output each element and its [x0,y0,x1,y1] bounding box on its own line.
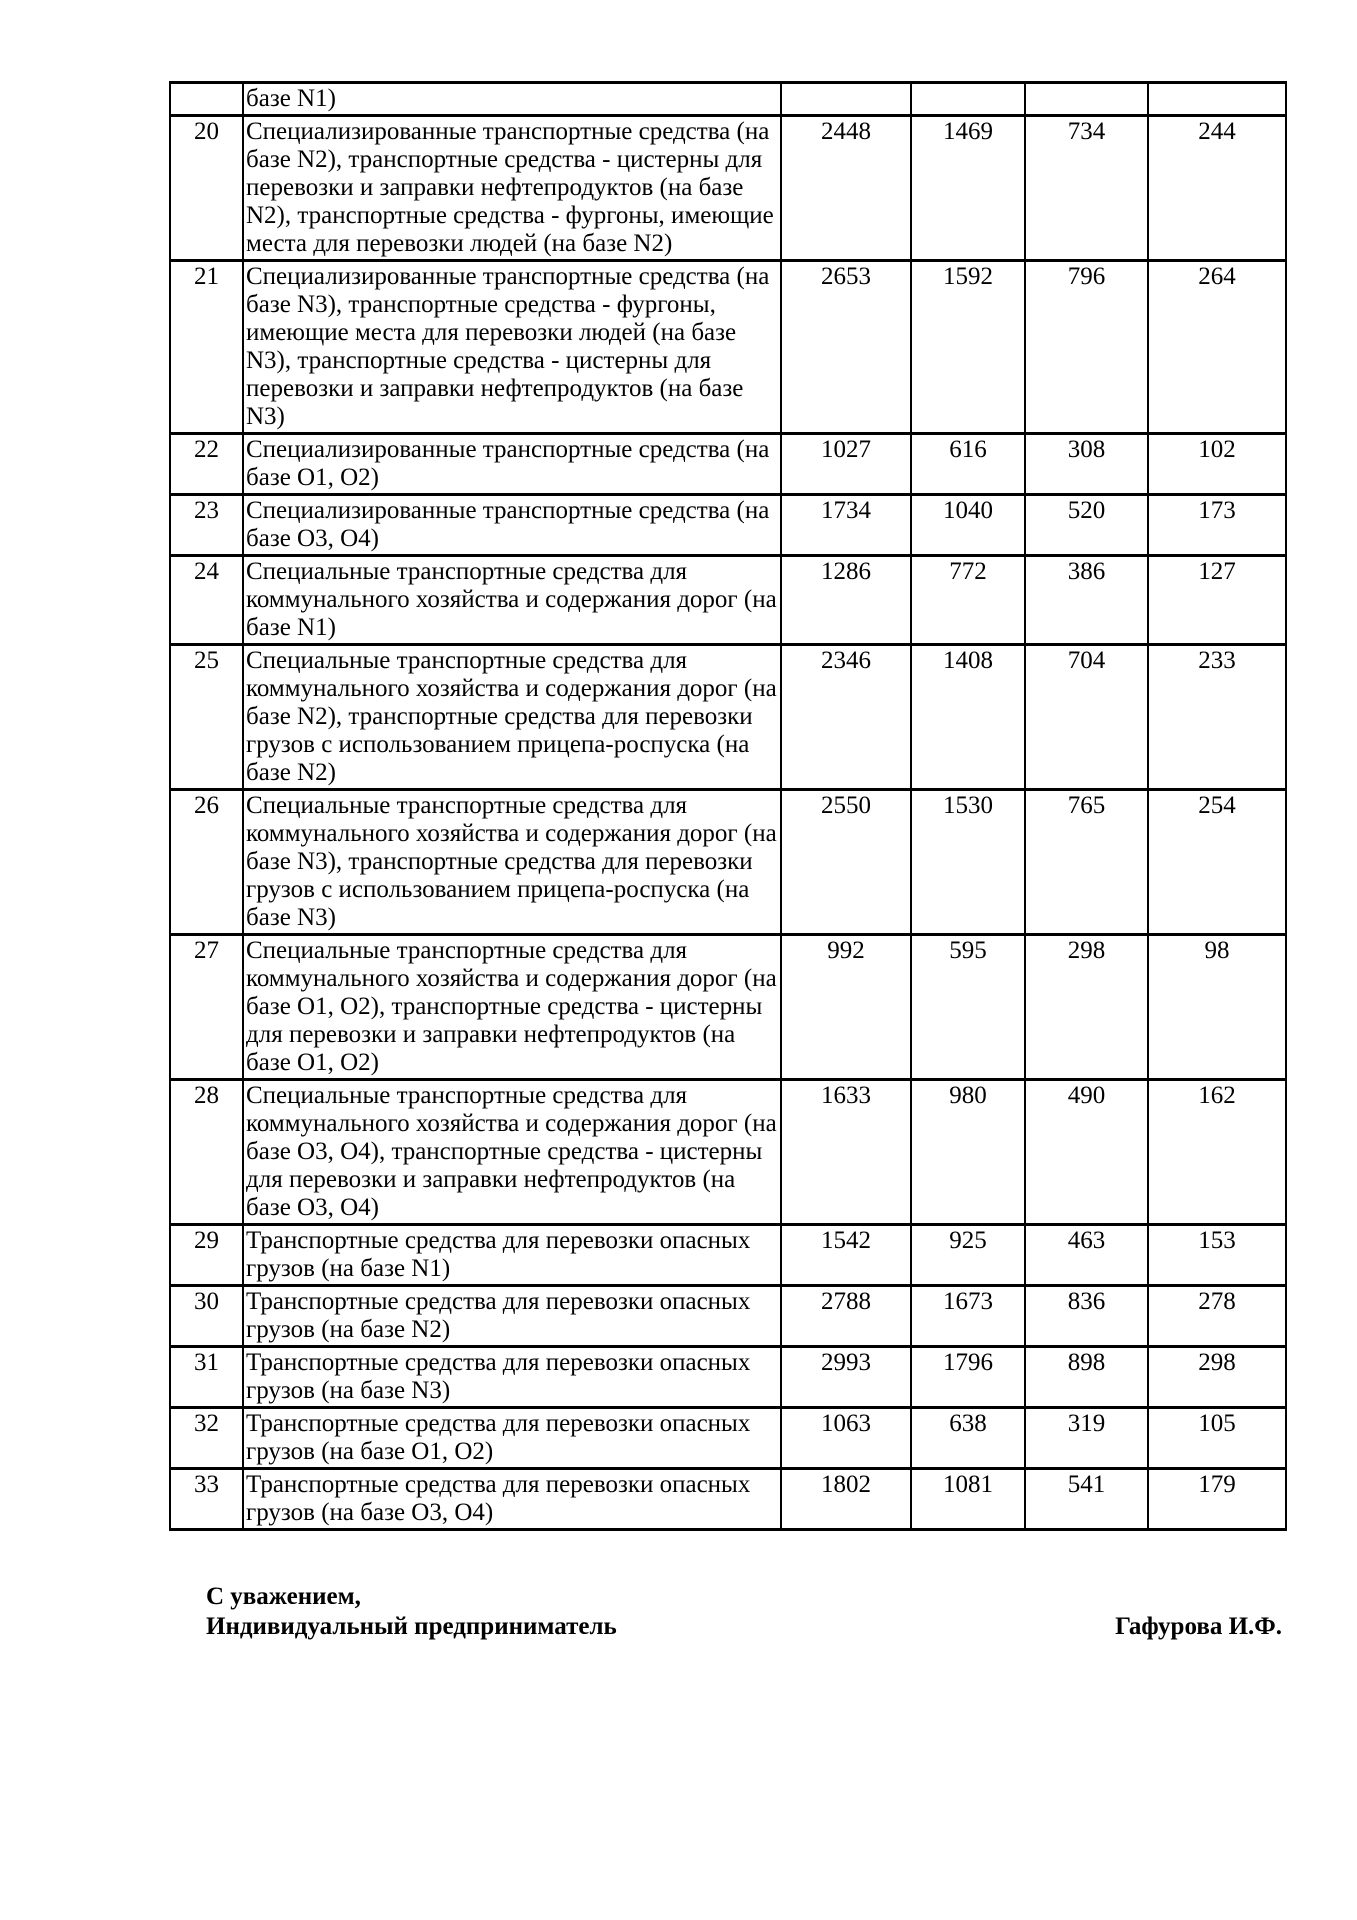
row-number-cell: 33 [170,1469,243,1530]
description-cell: Специализированные транспортные средства (на базе N3), транспортные средства - фургоны, имеющие места для перевозки людей (на базе N3), транспортные средства - цистерны для перевозки и заправки нефтепродуктов (на базе N3) [243,261,781,434]
signature-row [206,1612,1282,1642]
table-row [170,116,1286,261]
description-cell: базе N1) [243,83,781,116]
value-cell-3: 298 [1025,935,1148,1080]
row-number-cell: 24 [170,556,243,645]
signature-name: Гафурова И.Ф. [1115,1613,1282,1640]
value-cell-3: 765 [1025,790,1148,935]
row-number-cell: 23 [170,495,243,556]
table-row [170,1225,1286,1286]
value-cell-3: 520 [1025,495,1148,556]
description-cell: Специальные транспортные средства для коммунального хозяйства и содержания дорог (на базе О3, О4), транспортные средства - цистерны для перевозки и заправки нефтепродуктов (на базе О3, О4) [243,1080,781,1225]
value-cell-4: 98 [1148,935,1286,1080]
row-number-cell: 32 [170,1408,243,1469]
value-cell-2: 1469 [911,116,1025,261]
value-cell-2: 1081 [911,1469,1025,1530]
description-cell: Специализированные транспортные средства (на базе N2), транспортные средства - цистерны для перевозки и заправки нефтепродуктов (на базе N2), транспортные средства - фургоны, имеющие места для перевозки людей (на базе N2) [243,116,781,261]
table-row [170,434,1286,495]
table-row [170,790,1286,935]
value-cell-4: 278 [1148,1286,1286,1347]
value-cell-2: 1673 [911,1286,1025,1347]
value-cell-2: 1408 [911,645,1025,790]
value-cell-4: 298 [1148,1347,1286,1408]
value-cell-2 [911,83,1025,116]
value-cell-4: 179 [1148,1469,1286,1530]
table-row-continuation [170,83,1286,116]
value-cell-4: 233 [1148,645,1286,790]
value-cell-1: 2653 [781,261,911,434]
description-cell: Специальные транспортные средства для коммунального хозяйства и содержания дорог (на базе О1, О2), транспортные средства - цистерны для перевозки и заправки нефтепродуктов (на базе О1, О2) [243,935,781,1080]
value-cell-3: 541 [1025,1469,1148,1530]
value-cell-2: 638 [911,1408,1025,1469]
row-number-cell: 31 [170,1347,243,1408]
description-cell: Специализированные транспортные средства (на базе О1, О2) [243,434,781,495]
description-cell: Транспортные средства для перевозки опасных грузов (на базе О1, О2) [243,1408,781,1469]
value-cell-4 [1148,83,1286,116]
value-cell-4: 153 [1148,1225,1286,1286]
value-cell-3: 734 [1025,116,1148,261]
row-number-cell: 27 [170,935,243,1080]
row-number-cell: 22 [170,434,243,495]
row-number-cell: 29 [170,1225,243,1286]
vehicle-table [169,81,1287,1531]
value-cell-4: 105 [1148,1408,1286,1469]
table-row [170,556,1286,645]
description-cell: Специальные транспортные средства для коммунального хозяйства и содержания дорог (на базе N2), транспортные средства для перевозки грузов с использованием прицепа-роспуска (на базе N2) [243,645,781,790]
value-cell-1: 1542 [781,1225,911,1286]
description-cell: Специальные транспортные средства для коммунального хозяйства и содержания дорог (на базе N3), транспортные средства для перевозки грузов с использованием прицепа-роспуска (на базе N3) [243,790,781,935]
value-cell-3: 386 [1025,556,1148,645]
value-cell-2: 595 [911,935,1025,1080]
row-number-cell: 26 [170,790,243,935]
row-number-cell [170,83,243,116]
value-cell-3: 490 [1025,1080,1148,1225]
value-cell-2: 616 [911,434,1025,495]
value-cell-3: 898 [1025,1347,1148,1408]
table-row [170,1469,1286,1530]
value-cell-1: 2550 [781,790,911,935]
value-cell-1: 2346 [781,645,911,790]
value-cell-3: 704 [1025,645,1148,790]
description-cell: Транспортные средства для перевозки опасных грузов (на базе N2) [243,1286,781,1347]
value-cell-3: 836 [1025,1286,1148,1347]
value-cell-1: 992 [781,935,911,1080]
value-cell-2: 1796 [911,1347,1025,1408]
table-row [170,1080,1286,1225]
signature-title: Индивидуальный предприниматель [206,1613,617,1640]
value-cell-1: 1734 [781,495,911,556]
table-row [170,495,1286,556]
signature-block [206,1582,1282,1642]
value-cell-1: 2448 [781,116,911,261]
value-cell-2: 1530 [911,790,1025,935]
value-cell-4: 254 [1148,790,1286,935]
value-cell-2: 1592 [911,261,1025,434]
value-cell-2: 1040 [911,495,1025,556]
value-cell-1: 1633 [781,1080,911,1225]
table-row [170,1347,1286,1408]
value-cell-2: 980 [911,1080,1025,1225]
row-number-cell: 20 [170,116,243,261]
value-cell-1: 2993 [781,1347,911,1408]
value-cell-3: 319 [1025,1408,1148,1469]
table-body [170,83,1286,1530]
value-cell-1 [781,83,911,116]
table-row [170,1408,1286,1469]
description-cell: Специализированные транспортные средства (на базе О3, О4) [243,495,781,556]
value-cell-4: 102 [1148,434,1286,495]
row-number-cell: 21 [170,261,243,434]
value-cell-1: 1802 [781,1469,911,1530]
value-cell-1: 1063 [781,1408,911,1469]
value-cell-3: 308 [1025,434,1148,495]
value-cell-3: 463 [1025,1225,1148,1286]
value-cell-3: 796 [1025,261,1148,434]
row-number-cell: 30 [170,1286,243,1347]
value-cell-4: 173 [1148,495,1286,556]
table-row [170,645,1286,790]
description-cell: Транспортные средства для перевозки опасных грузов (на базе N1) [243,1225,781,1286]
description-cell: Транспортные средства для перевозки опасных грузов (на базе N3) [243,1347,781,1408]
value-cell-1: 2788 [781,1286,911,1347]
value-cell-4: 244 [1148,116,1286,261]
value-cell-4: 162 [1148,1080,1286,1225]
value-cell-1: 1027 [781,434,911,495]
table-row [170,935,1286,1080]
value-cell-1: 1286 [781,556,911,645]
description-cell: Транспортные средства для перевозки опасных грузов (на базе О3, О4) [243,1469,781,1530]
value-cell-4: 264 [1148,261,1286,434]
row-number-cell: 28 [170,1080,243,1225]
value-cell-4: 127 [1148,556,1286,645]
value-cell-3 [1025,83,1148,116]
table-row [170,261,1286,434]
signature-closing: С уважением, [206,1583,361,1610]
value-cell-2: 772 [911,556,1025,645]
description-cell: Специальные транспортные средства для коммунального хозяйства и содержания дорог (на базе N1) [243,556,781,645]
value-cell-2: 925 [911,1225,1025,1286]
table-row [170,1286,1286,1347]
row-number-cell: 25 [170,645,243,790]
